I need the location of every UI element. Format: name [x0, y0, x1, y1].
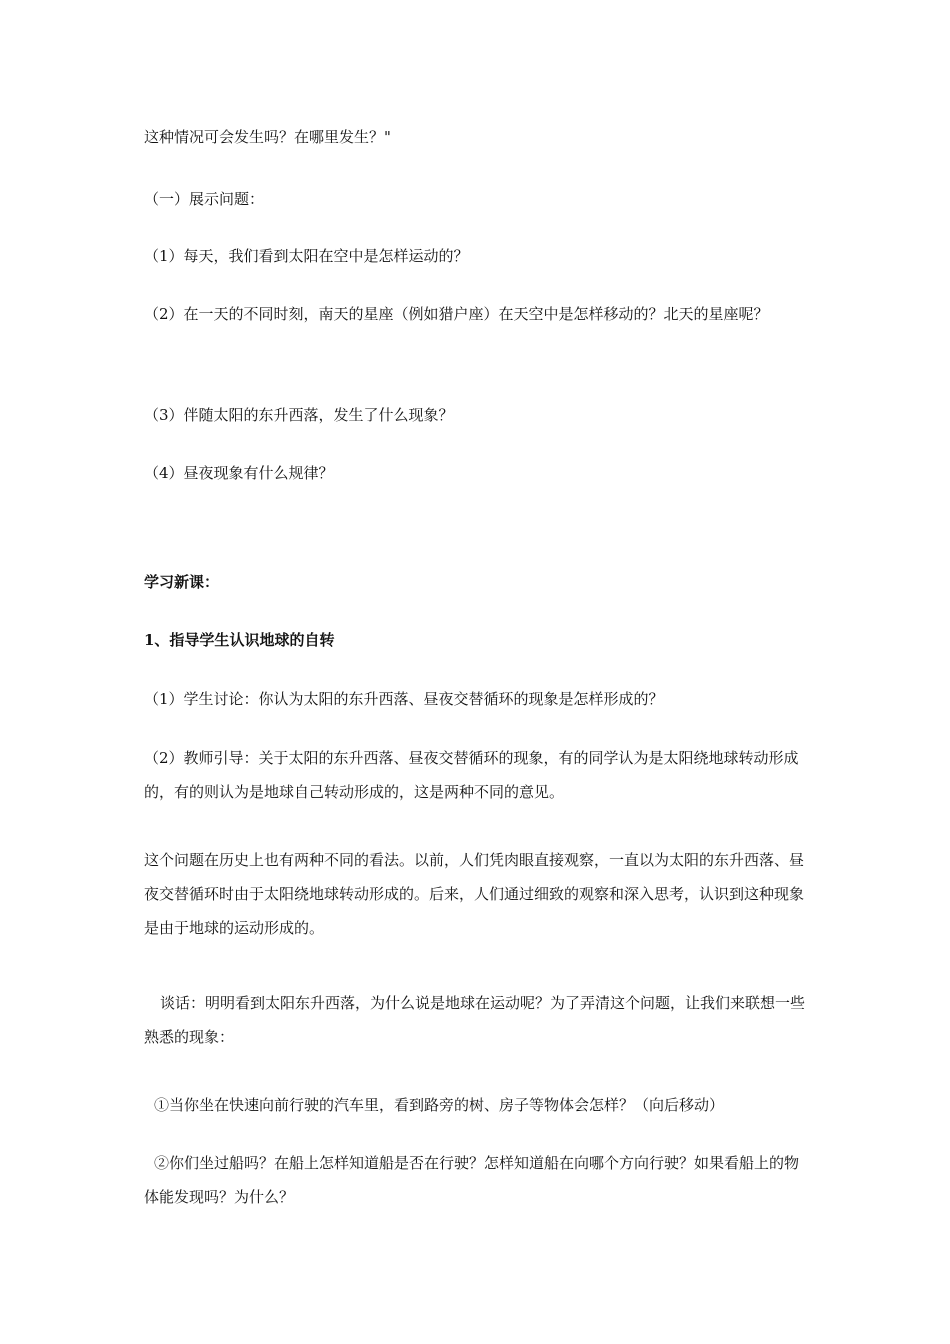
subsection-heading: 1、指导学生认识地球的自转: [144, 631, 335, 649]
question-item: （4）昼夜现象有什么规律？: [144, 464, 334, 482]
paragraph: 谈话：明明看到太阳东升西落，为什么说是地球在运动呢？为了弄清这个问题，让我们来联想一些熟悉的现象：: [144, 994, 806, 1046]
discussion-item: （1）学生讨论：你认为太阳的东升西落、昼夜交替循环的现象是怎样形成的？: [144, 690, 664, 708]
paragraph: 这种情况可会发生吗？在哪里发生？": [144, 128, 391, 146]
question-item: （3）伴随太阳的东升西落，发生了什么现象？: [144, 406, 454, 424]
lesson-heading: 学习新课：: [144, 573, 220, 591]
paragraph: 这个问题在历史上也有两种不同的看法。以前，人们凭肉眼直接观察，一直以为太阳的东升西落、昼夜交替循环时由于太阳绕地球转动形成的。后来，人们通过细致的观察和深入思考，认识到这种现象是由于地球的运动形成的。: [144, 851, 805, 937]
list-item: ②你们坐过船吗？在船上怎样知道船是否在行驶？怎样知道船在向哪个方向行驶？如果看船上的物体能发现吗？为什么？: [144, 1154, 800, 1206]
list-item: ①当你坐在快速向前行驶的汽车里，看到路旁的树、房子等物体会怎样？（向后移动）: [154, 1096, 725, 1114]
question-item: （1）每天，我们看到太阳在空中是怎样运动的？: [144, 247, 469, 265]
question-item: （2）在一天的不同时刻，南天的星座（例如猎户座）在天空中是怎样移动的？北天的星座呢？: [144, 305, 769, 323]
section-heading: （一）展示问题：: [144, 190, 265, 208]
discussion-item: （2）教师引导：关于太阳的东升西落、昼夜交替循环的现象，有的同学认为是太阳绕地球转动形成的，有的则认为是地球自己转动形成的，这是两种不同的意见。: [144, 749, 799, 801]
